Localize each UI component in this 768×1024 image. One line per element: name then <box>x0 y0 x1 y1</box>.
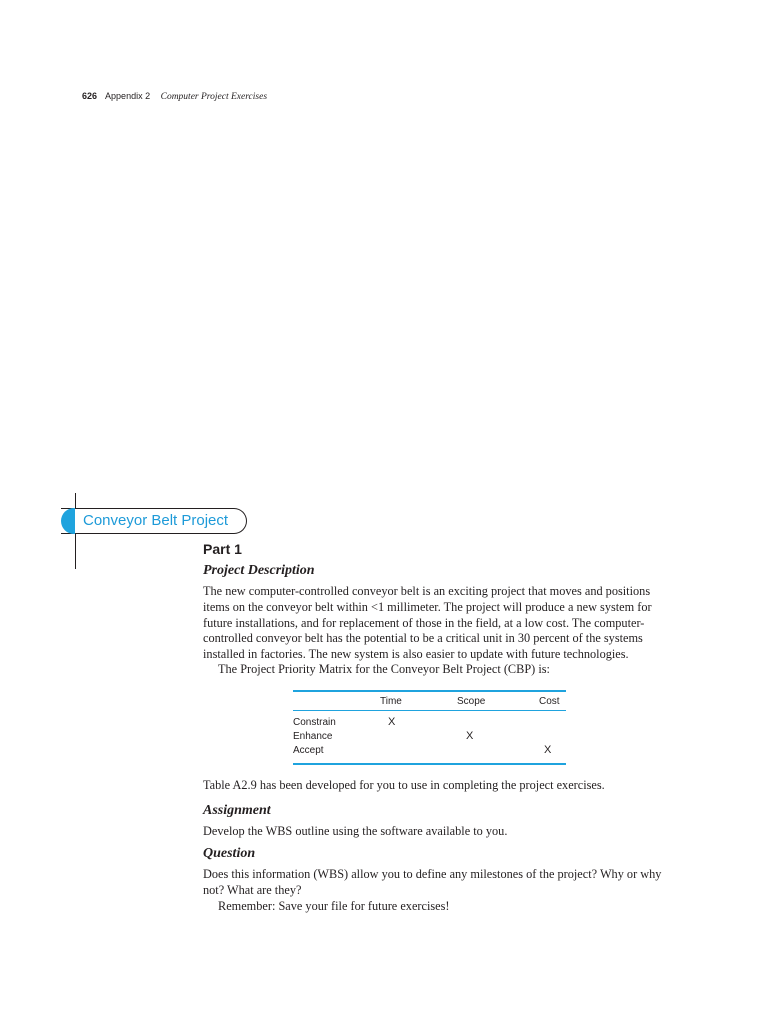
question-heading: Question <box>203 846 256 861</box>
appendix-label: Appendix 2 <box>105 91 151 101</box>
matrix-row-label: Accept <box>293 745 324 756</box>
project-description-heading: Project Description <box>203 563 315 578</box>
matrix-row-label: Constrain <box>293 717 336 728</box>
matrix-mark: X <box>466 730 474 742</box>
matrix-intro: The Project Priority Matrix for the Conveyor Belt Project (CBP) is: <box>218 662 550 676</box>
reminder-text: Remember: Save your file for future exercises! <box>218 899 450 913</box>
matrix-header-rule <box>293 710 566 711</box>
question-text: Does this information (WBS) allow you to define any milestones of the project? Why or why not? What are they? <box>203 867 662 897</box>
matrix-col-time: Time <box>380 696 402 707</box>
matrix-col-cost: Cost <box>539 696 560 707</box>
running-head <box>82 91 267 102</box>
page-number: 626 <box>82 91 98 101</box>
table-note: Table A2.9 has been developed for you to use in completing the project exercises. <box>203 778 605 792</box>
matrix-col-scope: Scope <box>457 696 486 707</box>
matrix-top-rule <box>293 690 566 692</box>
assignment-heading: Assignment <box>203 803 271 818</box>
matrix-bottom-rule <box>293 763 566 765</box>
running-title: Computer Project Exercises <box>160 92 268 102</box>
part-title: Part 1 <box>203 541 242 557</box>
section-title: Conveyor Belt Project <box>83 512 229 529</box>
matrix-row-label: Enhance <box>293 731 333 742</box>
project-description-paragraph: The new computer-controlled conveyor belt is an exciting project that moves and positions items on the conveyor belt within <1 millimeter. The project will produce a new system for future installations, and for replacement of those in the field, at a low cost. The computer-controlled conveyor belt has the potential to be a critical unit in 30 percent of the systems installed in factories. The new system is also easier to update with future technologies. <box>203 584 652 662</box>
matrix-mark: X <box>544 744 552 756</box>
section-tab <box>61 508 247 534</box>
matrix-mark: X <box>388 716 396 728</box>
assignment-text: Develop the WBS outline using the software available to you. <box>203 824 508 838</box>
priority-matrix <box>293 690 566 764</box>
